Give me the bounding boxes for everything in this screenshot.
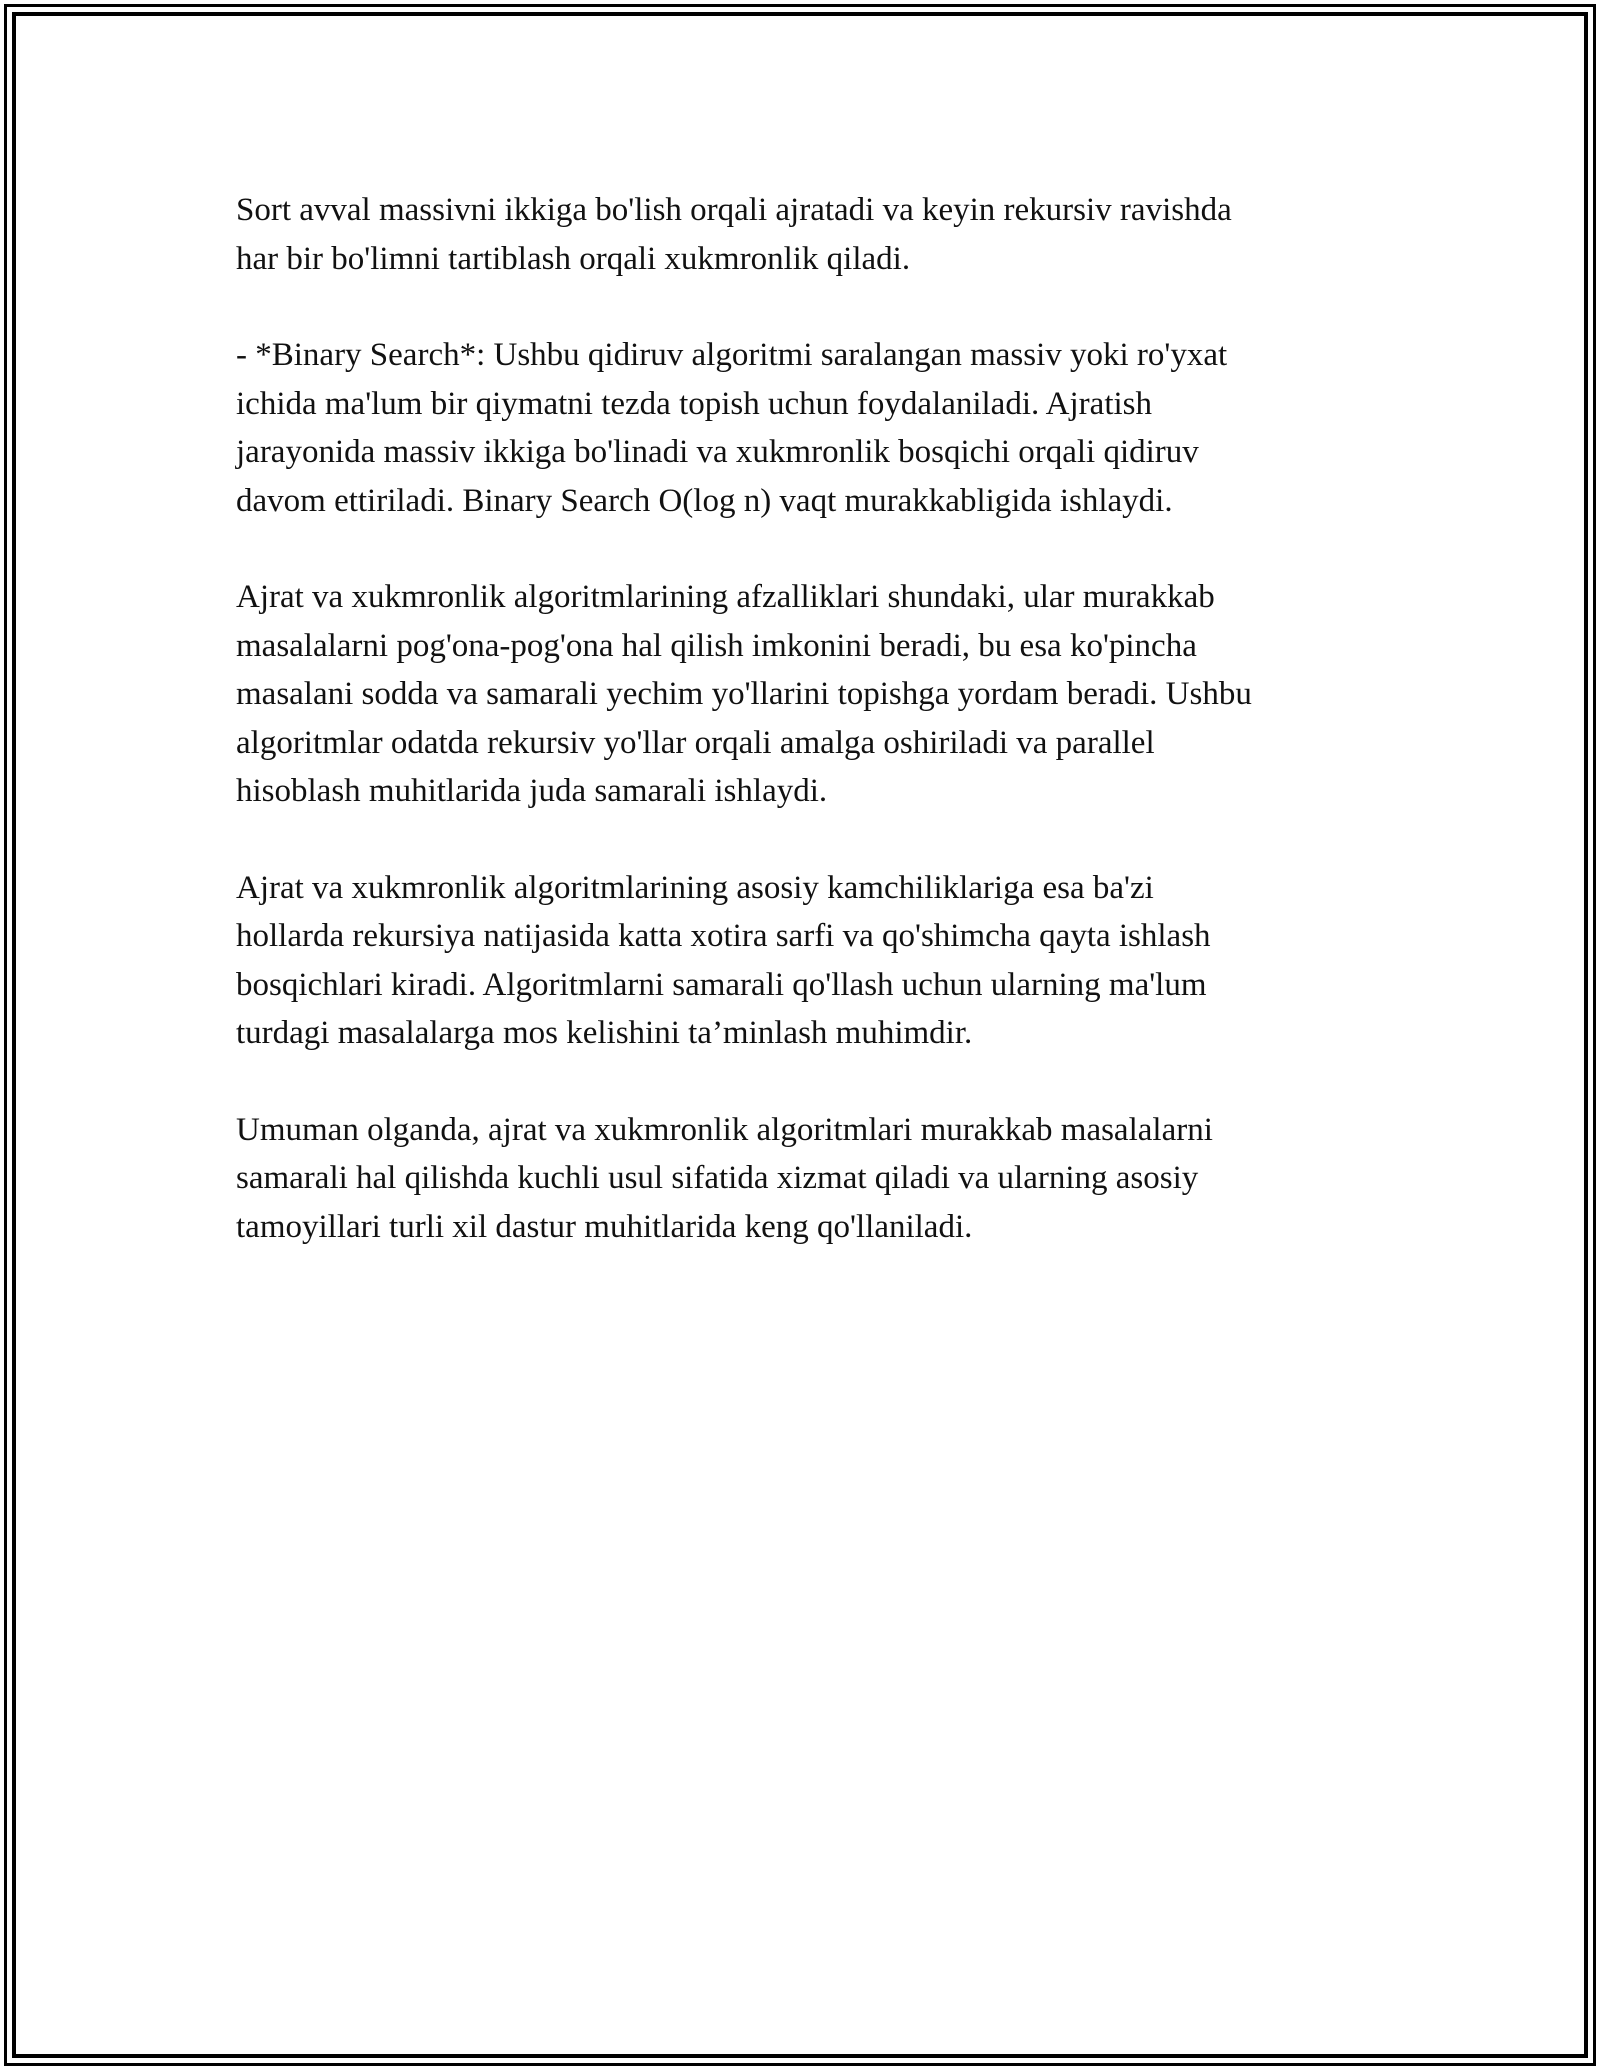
- text-line: ichida ma'lum bir qiymatni tezda topish uchun foydalaniladi. Ajratish: [236, 385, 1152, 422]
- text-line: masalani sodda va samarali yechim yo'llarini topishga yordam beradi. Ushbu: [236, 676, 1252, 712]
- text-line: hisoblash muhitlarida juda samarali ishlaydi.: [236, 773, 828, 809]
- paragraph-binary-search: [236, 331, 1376, 525]
- text-line: tamoyillari turli xil dastur muhitlarida keng qo'llaniladi.: [236, 1208, 973, 1245]
- text-line: Ajrat va xukmronlik algoritmlarining afzalliklari shundaki, ular murakkab: [236, 579, 1215, 615]
- paragraph-merge-sort-summary: [236, 186, 1376, 283]
- text-line: Ajrat va xukmronlik algoritmlarining asosiy kamchiliklariga esa ba'zi: [236, 869, 1154, 906]
- text-line: har bir bo'limni tartiblash orqali xukmronlik qiladi.: [236, 240, 911, 277]
- text-line: turdagi masalalarga mos kelishini ta’minlash muhimdir.: [236, 1015, 973, 1051]
- text-line: algoritmlar odatda rekursiv yo'llar orqali amalga oshiriladi va parallel: [236, 724, 1155, 761]
- text-line: masalalarni pog'ona-pog'ona hal qilish imkonini beradi, bu esa ko'pincha: [236, 627, 1197, 664]
- text-line: jarayonida massiv ikkiga bo'linadi va xukmronlik bosqichi orqali qidiruv: [236, 434, 1199, 470]
- document-body: [236, 186, 1376, 1299]
- paragraph-disadvantages: [236, 864, 1376, 1058]
- text-line: Umuman olganda, ajrat va xukmronlik algoritmlari murakkab masalalarni: [236, 1111, 1213, 1148]
- text-line: Sort avval massivni ikkiga bo'lish orqali ajratadi va keyin rekursiv ravishda: [236, 192, 1232, 228]
- paragraph-advantages: [236, 573, 1376, 816]
- text-line: - *Binary Search*: Ushbu qidiruv algoritmi saralangan massiv yoki ro'yxat: [236, 337, 1228, 373]
- paragraph-conclusion: [236, 1106, 1376, 1252]
- text-line: davom ettiriladi. Binary Search O(log n) vaqt murakkabligida ishlaydi.: [236, 482, 1173, 519]
- text-line: bosqichlari kiradi. Algoritmlarni samarali qo'llash uchun ularning ma'lum: [236, 966, 1207, 1003]
- text-line: samarali hal qilishda kuchli usul sifatida xizmat qiladi va ularning asosiy: [236, 1160, 1199, 1196]
- text-line: hollarda rekursiya natijasida katta xotira sarfi va qo'shimcha qayta ishlash: [236, 918, 1211, 954]
